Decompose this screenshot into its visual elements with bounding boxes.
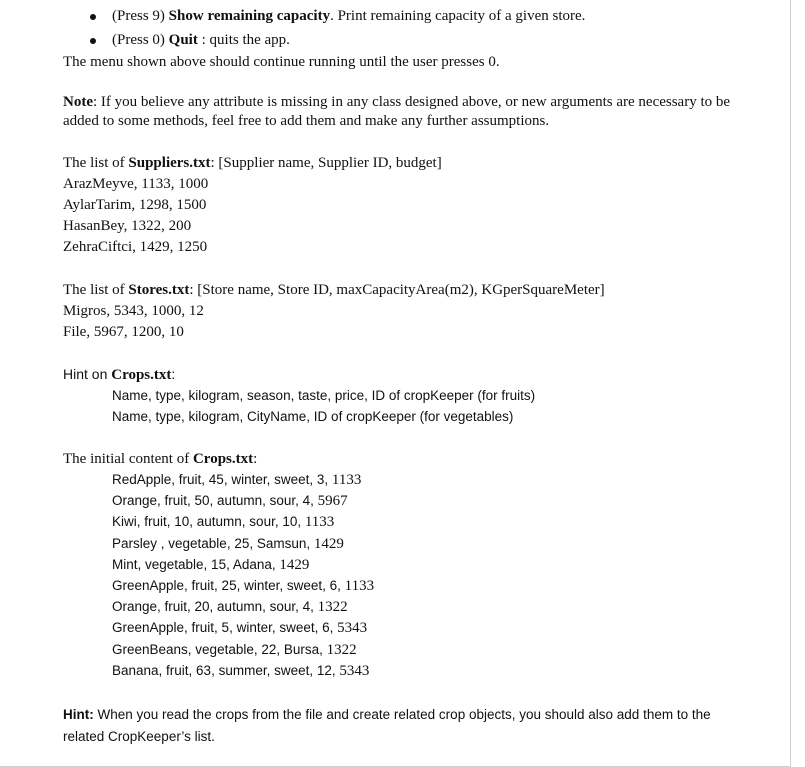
crop-row-text: GreenApple, fruit, 25, winter, sweet, 6, — [112, 578, 345, 593]
menu-item-9-desc: . Print remaining capacity of a given store. — [330, 8, 586, 24]
crop-row-keeper-id: 1133 — [344, 578, 375, 594]
crops-initial-filename: Crops.txt — [192, 451, 254, 467]
menu-item-0 — [112, 30, 290, 50]
crop-row-keeper-id: 5343 — [339, 662, 370, 679]
crops-initial-colon: : — [253, 451, 258, 467]
supplier-row: AylarTarim, 1298, 1500 — [63, 197, 207, 213]
crop-row — [112, 661, 369, 681]
crops-initial-intro: The initial content of — [63, 451, 193, 467]
final-hint-line2: related CropKeeper’s list. — [63, 729, 215, 744]
crop-row-keeper-id: 1322 — [317, 599, 348, 616]
crop-row — [112, 576, 374, 596]
crop-row-text: Kiwi, fruit, 10, autumn, sour, 10, — [112, 514, 305, 530]
final-hint-label: Hint: — [63, 707, 94, 722]
crop-row — [112, 512, 334, 532]
supplier-row: HasanBey, 1322, 200 — [63, 218, 192, 234]
crop-row-keeper-id: 1322 — [326, 641, 357, 658]
crops-hint-intro: Hint on — [63, 366, 112, 382]
note-text: : If you believe any attribute is missing in any class designed above, or new arguments are necessary to be added to some methods, feel free to add them and make any further assumptions. — [63, 94, 731, 129]
menu-item-9-prefix: (Press 9) — [112, 8, 169, 24]
stores-heading — [63, 280, 605, 300]
crop-row-keeper-id: 1133 — [331, 472, 362, 488]
crops-hint-heading — [63, 364, 175, 385]
suppliers-heading — [63, 153, 442, 173]
crops-hint-colon: : — [171, 366, 176, 382]
stores-intro: The list of — [63, 282, 129, 298]
crops-hint-filename: Crops.txt — [111, 367, 172, 383]
note-label: Note — [63, 94, 93, 110]
crop-row-text: Orange, fruit, 20, autumn, sour, 4, — [112, 599, 318, 615]
crop-row-text: Banana, fruit, 63, summer, sweet, 12, — [112, 662, 340, 678]
note-paragraph — [63, 93, 763, 131]
crop-row — [112, 534, 344, 554]
menu-item-9-title: Show remaining capacity — [168, 8, 331, 24]
suppliers-format: : [Supplier name, Supplier ID, budget] — [210, 155, 442, 171]
crops-hint-line: Name, type, kilogram, CityName, ID of cropKeeper (for vegetables) — [112, 409, 514, 424]
crop-row-keeper-id: 5967 — [317, 493, 348, 510]
crop-row — [112, 555, 309, 575]
crops-initial-heading — [63, 449, 257, 469]
bullet-icon — [90, 14, 96, 20]
stores-format: : [Store name, Store ID, maxCapacityArea(m2), KGperSquareMeter] — [189, 282, 605, 298]
stores-filename: Stores.txt — [128, 282, 190, 298]
crop-row-text: GreenBeans, vegetable, 22, Bursa, — [112, 641, 327, 657]
crops-hint-line: Name, type, kilogram, season, taste, price, ID of cropKeeper (for fruits) — [112, 388, 536, 403]
crop-row — [112, 640, 357, 660]
crop-row — [112, 491, 348, 511]
crop-row — [112, 597, 348, 617]
final-hint-line1 — [63, 705, 711, 725]
crop-row-text: GreenApple, fruit, 5, winter, sweet, 6, — [112, 620, 338, 636]
suppliers-filename: Suppliers.txt — [128, 155, 211, 171]
menu-item-0-desc: : quits the app. — [197, 32, 290, 48]
crop-row-keeper-id: 1429 — [313, 535, 344, 552]
menu-item-0-prefix: (Press 0) — [112, 32, 169, 48]
supplier-row: ArazMeyve, 1133, 1000 — [63, 176, 209, 192]
crop-row — [112, 470, 361, 490]
crop-row-keeper-id: 5343 — [337, 620, 368, 637]
crop-row-keeper-id: 1429 — [279, 556, 310, 573]
final-hint-text: When you read the crops from the file and create related crop objects, you should also add them to the — [93, 707, 711, 722]
supplier-row: ZehraCiftci, 1429, 1250 — [63, 239, 208, 255]
crop-row-text: Orange, fruit, 50, autumn, sour, 4, — [112, 493, 318, 509]
store-row: Migros, 5343, 1000, 12 — [63, 303, 204, 319]
suppliers-intro: The list of — [63, 155, 129, 171]
menu-item-9 — [112, 6, 585, 26]
menu-loop-note: The menu shown above should continue running until the user presses 0. — [63, 54, 500, 70]
menu-item-0-title: Quit — [168, 32, 198, 48]
crop-row — [112, 618, 367, 638]
crop-row-keeper-id: 1133 — [304, 514, 335, 531]
crop-row-text: RedApple, fruit, 45, winter, sweet, 3, — [112, 472, 332, 487]
crop-row-text: Mint, vegetable, 15, Adana, — [112, 556, 280, 572]
store-row: File, 5967, 1200, 10 — [63, 324, 184, 340]
bullet-icon — [90, 38, 96, 44]
crop-row-text: Parsley , vegetable, 25, Samsun, — [112, 535, 314, 551]
